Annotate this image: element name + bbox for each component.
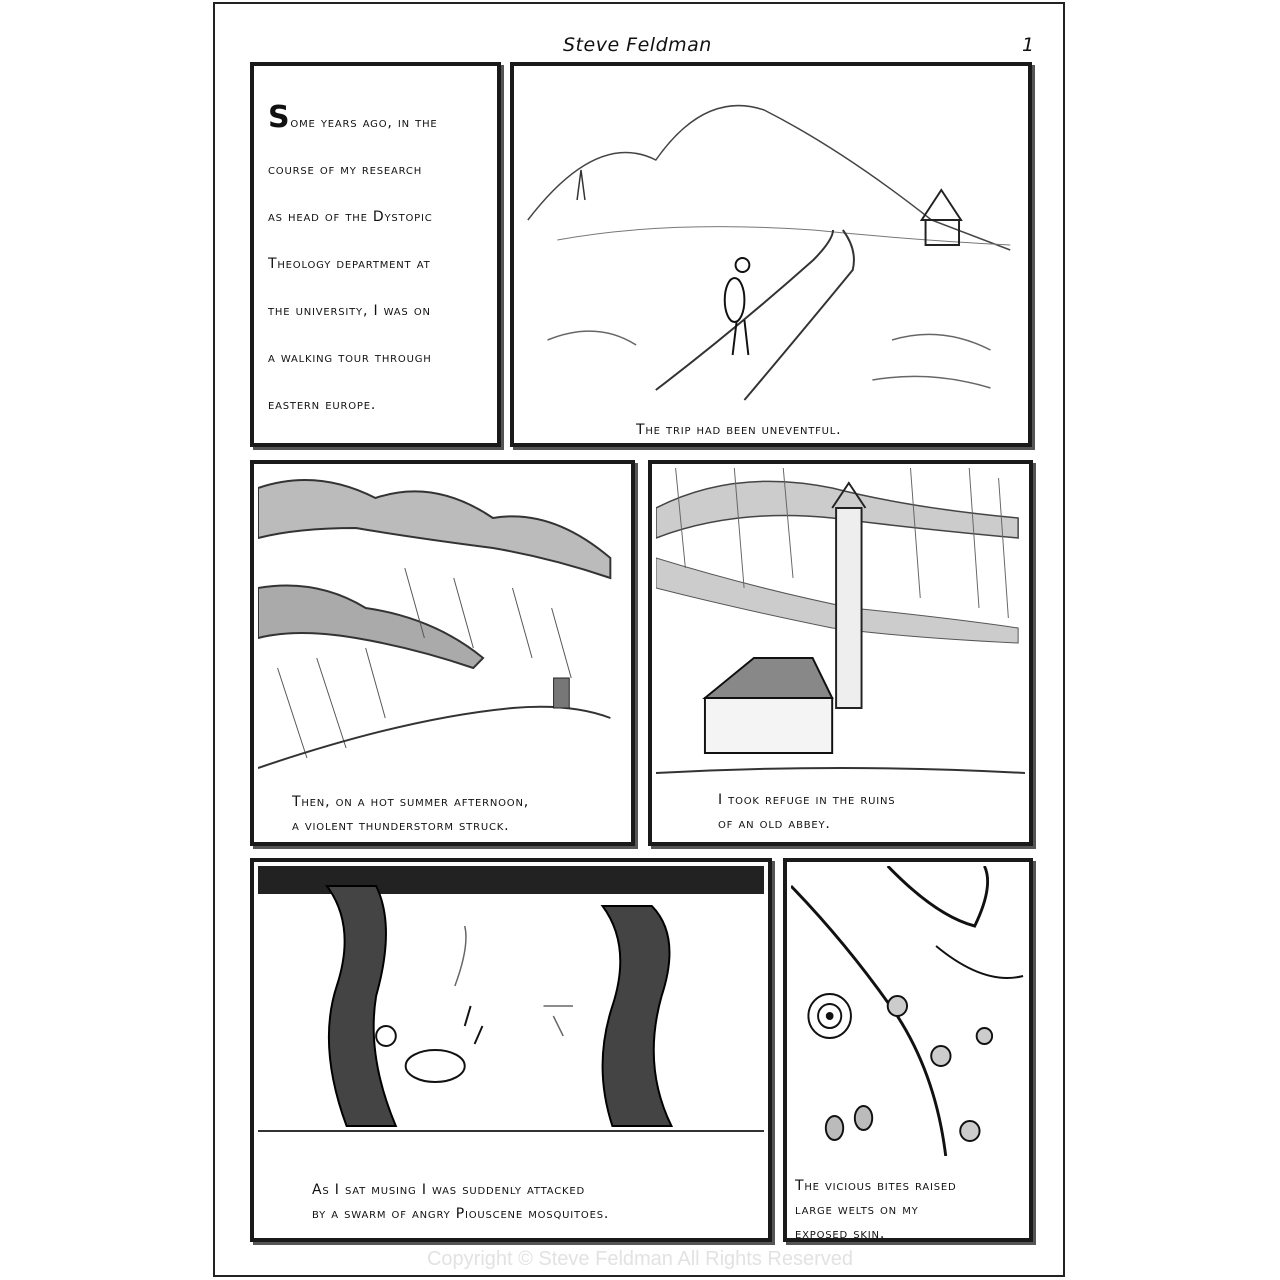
panel-thunderstorm <box>250 460 635 846</box>
panel-caption-line-1: Then, on a hot summer afternoon, <box>292 794 529 810</box>
illustration-landscape <box>518 70 1024 410</box>
intro-line: Theology department at <box>268 256 431 272</box>
intro-line: ome years ago, in the <box>290 115 438 131</box>
panel-caption-line-2: a violent thunderstorm struck. <box>292 818 510 834</box>
panel-welts <box>783 858 1033 1242</box>
panel-caption-line-1: I took refuge in the ruins <box>718 792 896 808</box>
copyright-watermark: Copyright © Steve Feldman All Rights Reserved <box>426 1248 854 1270</box>
intro-line: course of my research <box>268 162 423 178</box>
illustration-welts <box>791 866 1025 1156</box>
panel-caption-line-2: by a swarm of angry Piouscene mosquitoes. <box>312 1206 610 1222</box>
author-name: Steve Feldman <box>563 34 712 56</box>
intro-line: the university, I was on <box>268 303 431 319</box>
illustration-attack <box>258 866 764 1156</box>
intro-line: as head of the Dystopic <box>268 209 433 225</box>
panel-caption: The trip had been uneventful. <box>636 422 842 438</box>
panel-caption-line-2: of an old abbey. <box>718 816 831 832</box>
intro-text-panel <box>250 62 501 447</box>
panel-caption-line-2: large welts on my <box>795 1202 919 1218</box>
panel-abbey-ruins <box>648 460 1033 846</box>
panel-caption-line-1: The vicious bites raised <box>795 1178 957 1194</box>
intro-line: eastern europe. <box>268 397 377 413</box>
illustration-storm <box>258 468 627 788</box>
panel-caption-line-1: As I sat musing I was suddenly attacked <box>312 1182 586 1198</box>
panel-landscape-walk <box>510 62 1032 447</box>
intro-line: a walking tour through <box>268 350 432 366</box>
panel-caption-line-3: exposed skin. <box>795 1226 886 1242</box>
panel-mosquito-attack <box>250 858 772 1242</box>
drop-cap: S <box>268 100 291 135</box>
intro-text <box>268 100 494 429</box>
page-number: 1 <box>1022 34 1035 56</box>
illustration-abbey <box>656 468 1025 788</box>
